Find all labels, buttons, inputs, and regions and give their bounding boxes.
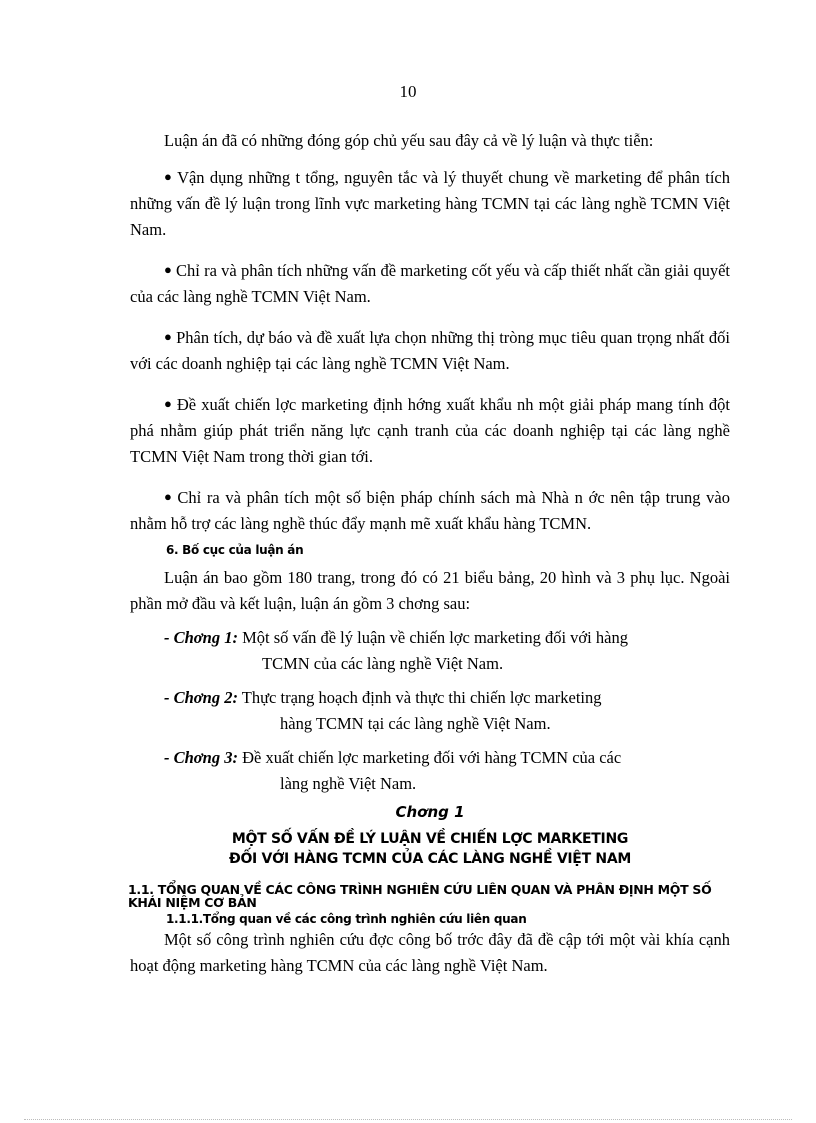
chapter-outline-item [130,625,730,677]
contribution-bullet [130,257,730,310]
chapter-desc-line2: TCMN của các làng nghề Việt Nam. [262,654,504,673]
contribution-bullet [130,484,730,537]
chapter-1-title-line1: MỘT SỐ VẤN ĐỀ LÝ LUẬN VỀ CHIẾN LỢC MARKETING [231,831,629,847]
section-6-body: Luận án bao gồm 180 trang, trong đó có 21 biểu bảng, 20 hình và 3 phụ lục. Ngoài phần mở đầu và kết luận, luận án gồm 3 chơng sau: [130,568,730,613]
chapter-desc-line2: làng nghề Việt Nam. [280,774,417,793]
bullet-text: Chỉ ra và phân tích những vấn đề marketing cốt yếu và cấp thiết nhất cần giải quyết của các làng nghề TCMN Việt Nam. [130,261,730,306]
chapter-1-heading: Chơng 1 [395,803,465,821]
chapter-outline-item [130,685,730,737]
bullet-icon: ● [164,169,174,184]
bullet-icon: ● [164,329,173,344]
chapter-desc-line1: Một số vấn đề lý luận về chiến lợc marketing đối với hàng [242,628,628,647]
chapter-label: - Chơng 3: [164,748,238,767]
bullet-text: Phân tích, dự báo và đề xuất lựa chọn những thị tròng mục tiêu quan trọng nhất đối với các doanh nghiệp tại các làng nghề TCMN Việt Nam. [130,328,730,373]
bullet-icon: ● [164,262,172,277]
chapter-label: - Chơng 1: [164,628,238,647]
chapter-desc-line1: Đề xuất chiến lợc marketing đối với hàng TCMN của các [242,748,622,767]
section-1-1-1-body: Một số công trình nghiên cứu đợc công bố trớc đây đã đề cập tới một vài khía cạnh hoạt động marketing hàng TCMN của các làng nghề Việt Nam. [130,930,730,975]
intro-paragraph: Luận án đã có những đóng góp chủ yếu sau đây cả về lý luận và thực tiễn: [164,131,654,150]
chapter-desc-line1: Thực trạng hoạch định và thực thi chiến lợc marketing [241,688,602,707]
section-1-1-1-heading: 1.1.1.Tổng quan về các công trình nghiên cứu liên quan [166,912,527,926]
contribution-bullet [130,164,730,243]
chapter-outline-item [130,745,730,797]
section-6-heading: 6. Bố cục của luận án [166,543,304,557]
section-1-1-heading: 1.1. TỔNG QUAN VỀ CÁC CÔNG TRÌNH NGHIÊN CỨU LIÊN QUAN VÀ PHÂN ĐỊNH MỘT SỐ KHÁI NIỆM CƠ BẢN [128,882,712,910]
bullet-text: Vận dụng những t tổng, nguyên tắc và lý thuyết chung về marketing để phân tích những vấn đề lý luận trong lĩnh vực marketing hàng TCMN tại các làng nghề TCMN Việt Nam. [130,168,730,239]
bullet-text: Chỉ ra và phân tích một số biện pháp chính sách mà Nhà n ớc nên tập trung vào nhằm hỗ trợ các làng nghề thúc đẩy mạnh mẽ xuất khẩu hàng TCMN. [130,488,730,533]
contribution-bullet [130,324,730,377]
contribution-bullet [130,391,730,470]
bullet-icon: ● [164,489,174,504]
bullet-icon: ● [164,396,173,411]
chapter-1-title [130,829,730,869]
page-bottom-rule [24,1119,792,1120]
chapter-label: - Chơng 2: [164,688,238,707]
page-number: 10 [399,82,417,101]
chapter-desc-line2: hàng TCMN tại các làng nghề Việt Nam. [280,714,551,733]
bullet-text: Đề xuất chiến lợc marketing định hớng xuất khẩu nh một giải pháp mang tính đột phá nhằm giúp phát triển năng lực cạnh tranh của các doanh nghiệp tại các làng nghề TCMN Việt Nam trong thời gian tới. [130,395,731,466]
chapter-1-title-line2: ĐỐI VỚI HÀNG TCMN CỦA CÁC LÀNG NGHỀ VIỆT NAM [229,851,631,867]
page-content [130,128,730,979]
